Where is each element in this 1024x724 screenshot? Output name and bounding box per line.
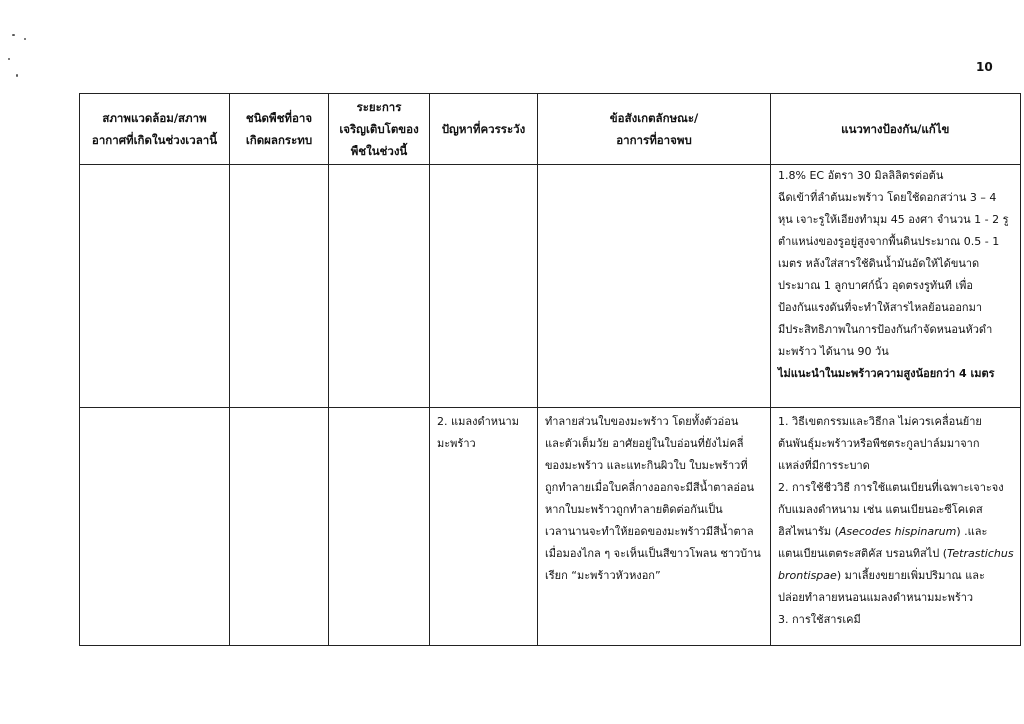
- symptom-line: เมื่อมองไกล ๆ จะเห็นเป็นสีขาวโพลน ชาวบ้าน: [545, 547, 761, 560]
- header-guidance: แนวทางป้องกัน/แก้ไข: [771, 94, 1021, 165]
- scientific-name: Tetrastichus: [947, 547, 1014, 560]
- problem-line: 2. แมลงดำหนาม: [437, 415, 519, 428]
- guidance-line: 2. การใช้ชีววิธี การใช้แตนเบียนที่เฉพาะเจาะจง: [778, 481, 1004, 494]
- cell-symptoms: [538, 408, 771, 646]
- header-growth-stage: ระยะการ เจริญเติบโตของ พืชในช่วงนี้: [329, 94, 430, 165]
- guidance-line: brontispae) มาเลี้ยงขยายเพิ่มปริมาณ และ: [778, 569, 985, 582]
- table-row: [80, 408, 1021, 646]
- symptom-line: และตัวเต็มวัย อาศัยอยู่ในใบอ่อนที่ยังไม่คลี่: [545, 437, 744, 450]
- symptom-line: เวลานานจะทำให้ยอดของมะพร้าวมีสีน้ำตาล: [545, 525, 754, 538]
- cell-guidance: [771, 408, 1021, 646]
- guidance-line: ปล่อยทำลายหนอนแมลงดำหนามมะพร้าว: [778, 591, 974, 604]
- symptom-line: ถูกทำลายเมื่อใบคลี่กางออกจะมีสีน้ำตาลอ่อน: [545, 481, 755, 494]
- guidance-line: 1.8% EC อัตรา 30 มิลลิลิตรต่อต้น: [778, 169, 944, 182]
- table-header-row: [80, 94, 1021, 165]
- header-problem: ปัญหาที่ควรระวัง: [430, 94, 538, 165]
- symptom-line: ทำลายส่วนใบของมะพร้าว โดยทั้งตัวอ่อน: [545, 415, 739, 428]
- scan-speck: [16, 74, 18, 77]
- guidance-warning: ไม่แนะนำในมะพร้าวความสูงน้อยกว่า 4 เมตร: [778, 367, 995, 380]
- guidance-line: ฉีดเข้าที่ลำต้นมะพร้าว โดยใช้ดอกสว่าน 3 – 4: [778, 191, 997, 204]
- cell-problem: [430, 408, 538, 646]
- guidance-line: แหล่งที่มีการระบาด: [778, 459, 870, 472]
- guidance-line: หุน เจาะรูให้เอียงทำมุม 45 องศา จำนวน 1 - 2 รู: [778, 213, 1009, 226]
- symptom-line: เรียก “มะพร้าวหัวหงอก”: [545, 569, 661, 582]
- guidance-line: มีประสิทธิภาพในการป้องกันกำจัดหนอนหัวดำ: [778, 323, 993, 336]
- header-environment: สภาพแวดล้อม/สภาพ อากาศที่เกิดในช่วงเวลานี้: [80, 94, 230, 165]
- cell-symptoms: [538, 165, 771, 408]
- guidance-line: กับแมลงดำหนาม เช่น แตนเบียนอะซีโคเดส: [778, 503, 983, 516]
- page-number: 10: [976, 60, 993, 74]
- guidance-line: เมตร หลังใส่สารใช้ดินน้ำมันอัดให้ได้ขนาด: [778, 257, 980, 270]
- header-symptoms: ข้อสังเกตลักษณะ/ อาการที่อาจพบ: [538, 94, 771, 165]
- scientific-name: brontispae: [778, 569, 837, 582]
- cell-growth-stage: [329, 408, 430, 646]
- guidance-line: 1. วิธีเขตกรรมและวิธีกล ไม่ควรเคลื่อนย้าย: [778, 415, 982, 428]
- problem-line: มะพร้าว: [437, 437, 476, 450]
- symptom-line: หากใบมะพร้าวถูกทำลายติดต่อกันเป็น: [545, 503, 723, 516]
- cell-crop-type: [230, 408, 329, 646]
- cell-crop-type: [230, 165, 329, 408]
- symptom-line: ของมะพร้าว และแทะกินผิวใบ ใบมะพร้าวที่: [545, 459, 748, 472]
- guidance-line: ตำแหน่งของรูอยู่สูงจากพื้นดินประมาณ 0.5 - 1: [778, 235, 1000, 248]
- scan-speck: [12, 34, 15, 36]
- scan-speck: [8, 58, 10, 60]
- cell-environment: [80, 408, 230, 646]
- scientific-name: Asecodes hispinarum: [838, 525, 957, 538]
- scan-speck: [24, 38, 26, 40]
- header-crop-type: ชนิดพืชที่อาจ เกิดผลกระทบ: [230, 94, 329, 165]
- guidance-line: ต้นพันธุ์มะพร้าวหรือพืชตระกูลปาล์มมาจาก: [778, 437, 980, 450]
- cell-guidance: [771, 165, 1021, 408]
- cell-problem: [430, 165, 538, 408]
- guidance-line: 3. การใช้สารเคมี: [778, 613, 861, 626]
- guidance-line: ประมาณ 1 ลูกบาศก์นิ้ว อุดตรงรูทันที เพื่อ: [778, 279, 974, 292]
- cell-growth-stage: [329, 165, 430, 408]
- guidance-line: มะพร้าว ได้นาน 90 วัน: [778, 345, 889, 358]
- guidance-line: แตนเบียนเตตระสติคัส บรอนทิสไป (Tetrastichus: [778, 547, 1014, 560]
- pest-guidance-table: [79, 93, 1021, 646]
- cell-environment: [80, 165, 230, 408]
- guidance-line: ฮิสไพนารัม (Asecodes hispinarum) .และ: [778, 525, 988, 538]
- table-row: [80, 165, 1021, 408]
- guidance-line: ป้องกันแรงดันที่จะทำให้สารไหลย้อนออกมา: [778, 301, 983, 314]
